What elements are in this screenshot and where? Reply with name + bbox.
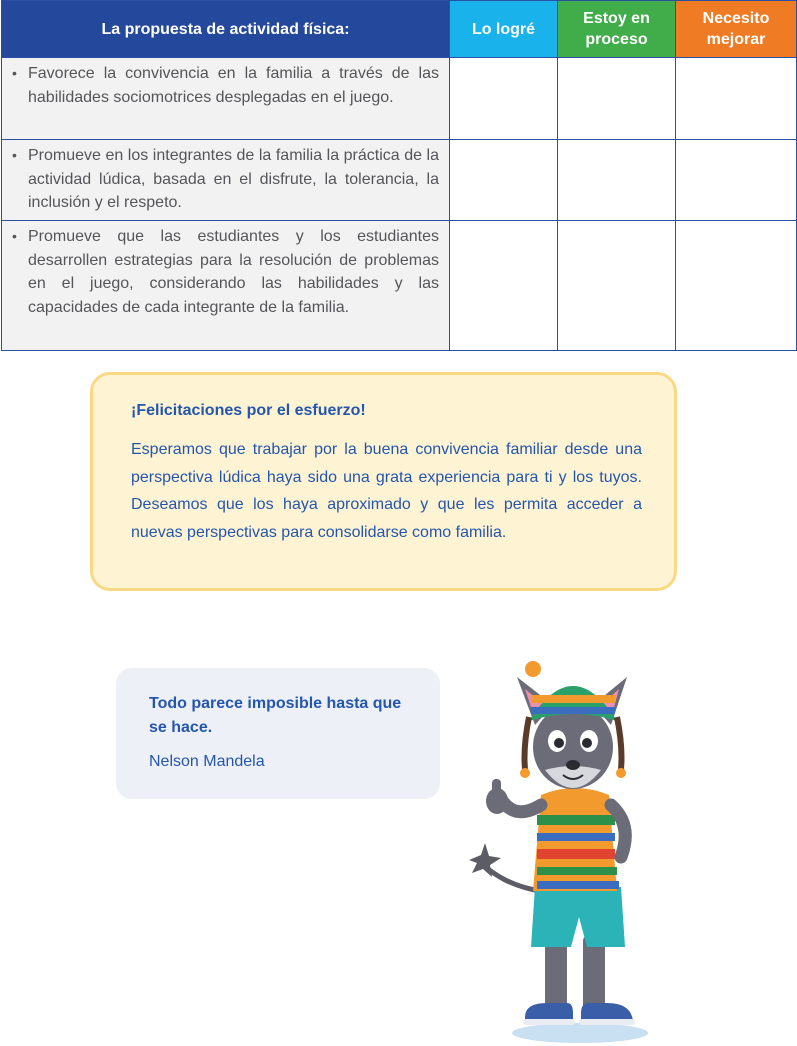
- checkbox-cell-achieved[interactable]: [450, 221, 558, 351]
- congratulations-box: [90, 372, 677, 591]
- bullet-icon: •: [12, 147, 17, 163]
- checkbox-cell-in-process[interactable]: [558, 221, 676, 351]
- quote-card: [116, 668, 440, 799]
- table-row: [2, 140, 797, 221]
- fox-mascot-thumbs-up-icon: [455, 655, 685, 1045]
- checkbox-cell-needs-improvement[interactable]: [676, 58, 797, 140]
- table-row: [2, 58, 797, 140]
- header-needs-improvement: Necesito mejorar: [676, 1, 797, 58]
- criterion-cell: [2, 221, 450, 351]
- self-evaluation-table: [1, 0, 797, 351]
- table-header-row: [2, 1, 797, 58]
- checkbox-cell-in-process[interactable]: [558, 140, 676, 221]
- header-in-process: Estoy en proceso: [558, 1, 676, 58]
- quote-author: Nelson Mandela: [149, 753, 265, 770]
- bullet-icon: •: [12, 65, 17, 81]
- criterion-text: Favorece la convivencia en la familia a través de las habilidades sociomotrices desplegadas en el juego.: [28, 65, 439, 106]
- checkbox-cell-needs-improvement[interactable]: [676, 140, 797, 221]
- checkbox-cell-achieved[interactable]: [450, 140, 558, 221]
- table-row: [2, 221, 797, 351]
- checkbox-cell-needs-improvement[interactable]: [676, 221, 797, 351]
- header-achieved: Lo logré: [450, 1, 558, 58]
- checkbox-cell-in-process[interactable]: [558, 58, 676, 140]
- criterion-text: Promueve en los integrantes de la familia la práctica de la actividad lúdica, basada en el disfrute, la tolerancia, la inclusión y el respeto.: [28, 147, 439, 211]
- criterion-cell: [2, 140, 450, 221]
- criterion-cell: [2, 58, 450, 140]
- criterion-text: Promueve que las estudiantes y los estudiantes desarrollen estrategias para la resolución de problemas en el juego, considerando las habilidades y las capacidades de cada integrante de la familia.: [28, 228, 439, 316]
- quote-text: Todo parece imposible hasta que se hace.: [149, 695, 402, 736]
- bullet-icon: •: [12, 228, 17, 244]
- congratulations-title: ¡Felicitaciones por el esfuerzo!: [131, 402, 366, 419]
- congratulations-body: Esperamos que trabajar por la buena convivencia familiar desde una perspectiva lúdica haya sido una grata experiencia para ti y los tuyos. Deseamos que los haya aproximado y que les permita acceder a nuevas perspectivas para consolidarse como familia.: [131, 441, 642, 541]
- checkbox-cell-achieved[interactable]: [450, 58, 558, 140]
- header-criteria: La propuesta de actividad física:: [2, 1, 450, 58]
